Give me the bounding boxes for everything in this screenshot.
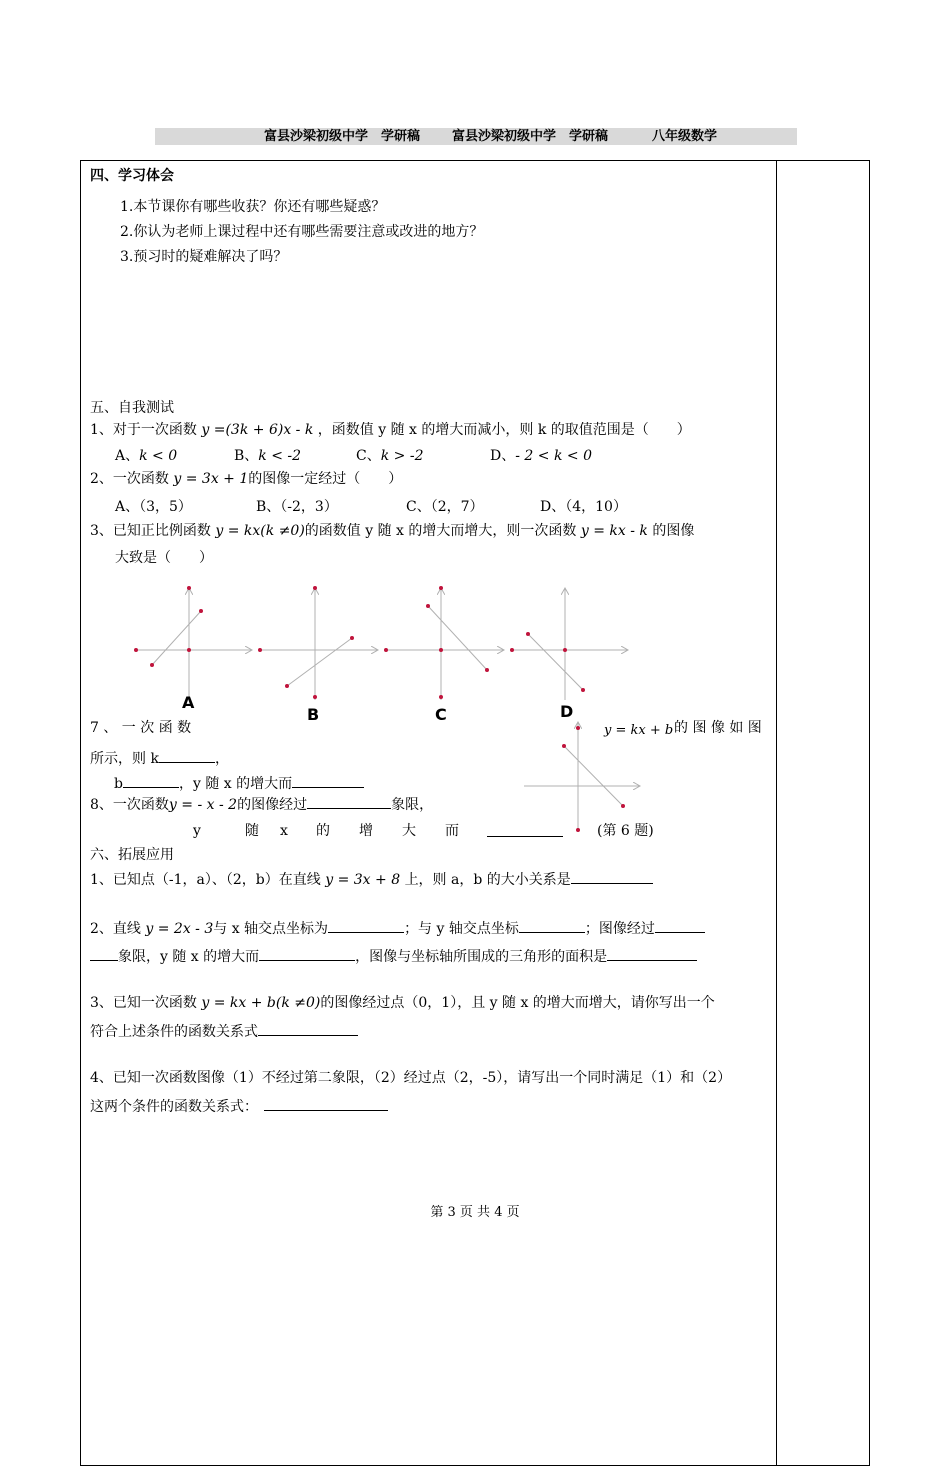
point (313, 586, 317, 590)
s6-q4-line2-text: 这两个条件的函数关系式： (90, 1099, 258, 1115)
s5-q3-formula2: y = kx - k (580, 523, 648, 539)
header-school-2: 富县沙梁初级中学 学研稿 (452, 129, 609, 144)
opt-value: - 2 < k < 0 (515, 448, 592, 464)
point (576, 726, 580, 730)
opt-value: k > -2 (380, 448, 424, 464)
answer-blank[interactable] (259, 946, 355, 961)
s5-q8-mid: 的图像经过 (237, 797, 308, 813)
function-line (287, 638, 352, 686)
function-line (564, 746, 623, 806)
point (621, 804, 625, 808)
s5-q7-mid: ，y 随 x 的增大而 (178, 776, 293, 792)
s6-q3 (90, 994, 715, 1012)
s5-q7-prefix: 7 、 一 次 函 数 (90, 720, 192, 736)
graph-d-label: D (560, 702, 574, 721)
answer-blank[interactable] (519, 918, 585, 933)
s5-q8-formula: y = - x - 2 (168, 797, 238, 813)
opt-label: D、 (490, 448, 516, 464)
point (258, 648, 262, 652)
s5-q1-formula: y =(3k + 6)x - k (201, 422, 314, 438)
s6-q2-line2a: 象限，y 随 x 的增大而 (118, 949, 260, 965)
fig-caption: (第 6 题) (597, 823, 654, 839)
answer-blank[interactable] (571, 869, 653, 884)
s5-q7-k-label: 所示，则 k (90, 751, 159, 767)
s5-q2-suffix: 的图像一定经过（ ） (248, 471, 403, 487)
s5-q8-w5: 增 (359, 823, 373, 839)
s6-q1 (90, 869, 653, 889)
answer-blank[interactable] (264, 1096, 388, 1111)
s5-q8-suffix: 象限， (391, 797, 434, 813)
s6-q2-formula: y = 2x - 3 (145, 921, 214, 937)
point (439, 648, 443, 652)
section5-title: 五、自我测试 (90, 400, 174, 416)
opt-label: C、 (356, 448, 381, 464)
graph-d (510, 588, 628, 700)
answer-blank[interactable] (123, 773, 179, 788)
answer-blank[interactable] (258, 1021, 358, 1036)
point (187, 648, 191, 652)
s5-q8-line2-blank (487, 822, 563, 842)
s5-q8-w2: 随 (245, 823, 259, 839)
answer-blank[interactable] (307, 794, 391, 809)
point (426, 604, 430, 608)
answer-blank[interactable] (292, 773, 364, 788)
s6-q2 (90, 918, 705, 938)
s5-q8-w4: 的 (316, 823, 330, 839)
answer-blank[interactable] (487, 822, 563, 837)
s5-q8-w1: y (193, 823, 201, 839)
section4-item-3: 3.预习时的疑难解决了吗？ (120, 249, 288, 265)
s6-q2-line2b: ，图像与坐标轴所围成的三角形的面积是 (355, 949, 608, 965)
s5-q3-prefix: 3、已知正比例函数 (90, 523, 211, 539)
point (485, 668, 489, 672)
s6-q1-formula: y = 3x + 8 (325, 872, 401, 888)
s5-q2-prefix: 2、一次函数 (90, 471, 169, 487)
s5-q3-formula1: y = kx(k ≠0) (215, 523, 305, 539)
graph-c (384, 586, 504, 700)
s5-q2-opt-b: B、（-2，3） (256, 499, 338, 515)
point (150, 663, 154, 667)
s5-q8-w6: 大 (402, 823, 416, 839)
graph-b-label: B (307, 705, 320, 724)
s6-q3-line2 (90, 1021, 358, 1041)
s5-q2-formula: y = 3x + 1 (173, 471, 249, 487)
point (134, 648, 138, 652)
s6-q2-mid3: ；图像经过 (584, 921, 655, 937)
section4-item-1: 1.本节课你有哪些收获？你还有哪些疑惑？ (120, 199, 386, 215)
s5-q2-opt-a: A、（3，5） (115, 499, 192, 515)
s6-q3-line2-text: 符合上述条件的函数关系式 (90, 1024, 258, 1040)
s5-q7-formula: y = kx + b (604, 723, 674, 738)
s6-q2-line2 (90, 946, 697, 966)
page-number: 第 3 页 共 4 页 (430, 1205, 520, 1220)
point (581, 688, 585, 692)
point (350, 636, 354, 640)
graph-c-label: C (435, 705, 447, 724)
answer-blank[interactable] (328, 918, 404, 933)
s6-q4-line2 (90, 1096, 388, 1116)
s5-q3-middle: 的函数值 y 随 x 的增大而增大，则一次函数 (304, 523, 577, 539)
opt-value: k < -2 (258, 448, 302, 464)
function-line (152, 611, 201, 665)
s6-q3-suffix: 的图像经过点（0，1），且 y 随 x 的增大而增大，请你写出一个 (320, 995, 715, 1011)
header-school-1: 富县沙梁初级中学 学研稿 (264, 129, 421, 144)
point (562, 744, 566, 748)
s6-q1-suffix: 上，则 a，b 的大小关系是 (404, 872, 571, 888)
function-line (528, 634, 583, 690)
s6-q3-formula: y = kx + b(k ≠0) (201, 995, 321, 1011)
s5-q7-line2 (90, 748, 229, 768)
point (285, 684, 289, 688)
opt-label: A、 (115, 448, 140, 464)
section4-title: 四、学习体会 (90, 168, 174, 184)
graph-a (134, 586, 252, 700)
point (439, 586, 443, 590)
s5-q7-line3 (114, 773, 364, 793)
graph-b (258, 586, 378, 700)
s5-q2-opt-c: C、（2，7） (406, 499, 484, 515)
point (439, 695, 443, 699)
s5-q8-w3: x (280, 823, 288, 839)
s6-q3-prefix: 3、已知一次函数 (90, 995, 197, 1011)
point (384, 648, 388, 652)
function-line (428, 606, 487, 670)
answer-blank[interactable] (90, 946, 118, 961)
point (563, 648, 567, 652)
opt-label: B、 (234, 448, 259, 464)
s5-q8-w7: 而 (445, 823, 459, 839)
section4-item-2: 2.你认为老师上课过程中还有哪些需要注意或改进的地方？ (120, 224, 484, 240)
s6-q1-text: 1、已知点（-1，a）、（2，b）在直线 (90, 872, 321, 888)
s5-q7-b-label: b (114, 776, 123, 792)
answer-blank[interactable] (655, 918, 705, 933)
s6-q4-line1: 4、已知一次函数图像（1）不经过第二象限，（2）经过点（2，-5），请写出一个同时满足（1）和（2） (90, 1070, 732, 1086)
point (526, 632, 530, 636)
s5-q2-opt-d: D、（4，10） (540, 499, 627, 515)
s5-q3-suffix: 的图像 (652, 523, 695, 539)
section6-title: 六、拓展应用 (90, 847, 174, 863)
header-subject: 八年级数学 (652, 129, 718, 144)
s5-q7-comma: ， (214, 751, 229, 767)
answer-blank[interactable] (159, 748, 215, 763)
s5-q1-suffix: ，函数值 y 随 x 的增大而减小，则 k 的取值范围是（ ） (317, 422, 691, 438)
s5-q1-prefix: 1、对于一次函数 (90, 422, 197, 438)
point (199, 609, 203, 613)
point (313, 695, 317, 699)
point (510, 648, 514, 652)
s6-q2-prefix: 2、直线 (90, 921, 141, 937)
opt-value: k < 0 (139, 448, 178, 464)
s5-q7-suffix: 的 图 像 如 图 (674, 720, 762, 736)
answer-blank[interactable] (607, 946, 697, 961)
s5-q8-prefix: 8、一次函数 (90, 797, 169, 813)
s6-q2-mid1: 与 x 轴交点坐标为 (213, 921, 329, 937)
point (576, 828, 580, 832)
s5-q3-line2: 大致是（ ） (115, 550, 213, 566)
s6-q2-mid2: ；与 y 轴交点坐标 (404, 921, 519, 937)
s5-q8 (90, 794, 433, 814)
point (187, 586, 191, 590)
graph-a-label: A (182, 693, 195, 712)
